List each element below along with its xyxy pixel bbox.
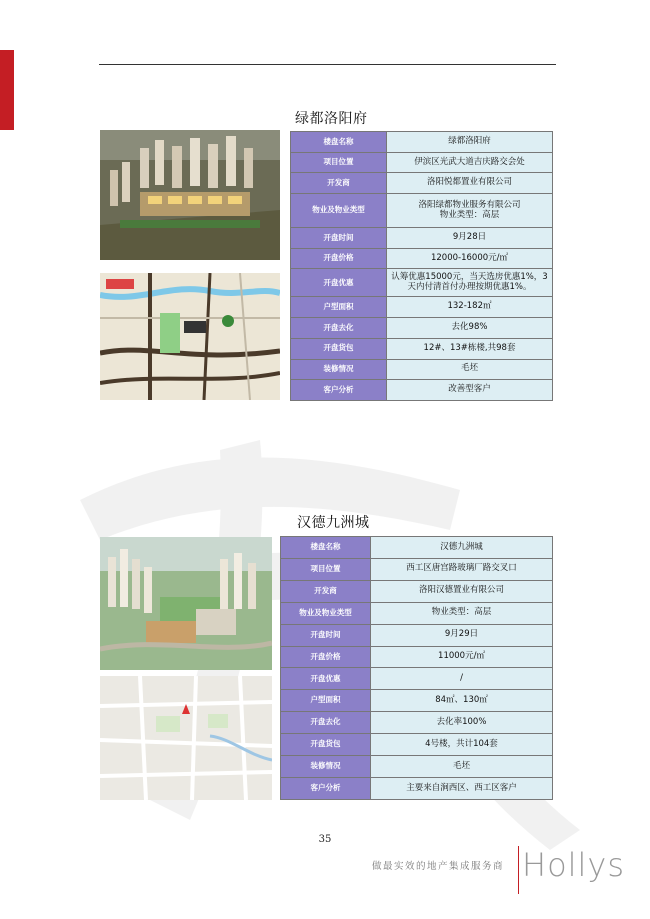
row-label: 开盘优惠 — [291, 269, 387, 297]
table-row — [291, 248, 553, 269]
row-label: 项目位置 — [291, 152, 387, 173]
project-info-table — [280, 536, 553, 800]
row-label: 开盘价格 — [291, 248, 387, 269]
row-value: 主要来自涧西区、西工区客户 — [371, 777, 553, 799]
row-label: 开盘货包 — [281, 734, 371, 756]
row-label: 开盘时间 — [281, 624, 371, 646]
table-row — [291, 132, 553, 153]
row-value: 物业类型：高层 — [371, 602, 553, 624]
table-row — [281, 734, 553, 756]
row-value: 132-182㎡ — [387, 297, 553, 318]
row-value: 12#、13#栋楼,共98套 — [387, 338, 553, 359]
table-row — [291, 297, 553, 318]
project-title: 汉德九洲城 — [297, 515, 370, 531]
table-row — [281, 602, 553, 624]
row-label: 楼盘名称 — [281, 537, 371, 559]
table-row — [291, 338, 553, 359]
row-label: 客户分析 — [281, 777, 371, 799]
row-value: / — [371, 668, 553, 690]
row-label: 装修情况 — [281, 756, 371, 778]
row-value: 绿都洛阳府 — [387, 132, 553, 153]
row-value: 9月28日 — [387, 228, 553, 249]
page-number: 35 — [318, 834, 332, 845]
row-label: 客户分析 — [291, 380, 387, 401]
row-label: 项目位置 — [281, 558, 371, 580]
project-title: 绿都洛阳府 — [295, 111, 368, 127]
header-rule — [99, 64, 556, 65]
brand-divider — [518, 846, 519, 894]
row-label: 开发商 — [291, 173, 387, 194]
row-label: 开发商 — [281, 580, 371, 602]
row-label: 物业及物业类型 — [281, 602, 371, 624]
row-value: 洛阳悦都置业有限公司 — [387, 173, 553, 194]
row-value: 西工区唐宫路玻璃厂路交叉口 — [371, 558, 553, 580]
aerial-rendering-photo — [100, 130, 280, 260]
table-row — [291, 318, 553, 339]
row-value: 去化98% — [387, 318, 553, 339]
table-row — [281, 690, 553, 712]
table-row — [291, 228, 553, 249]
property-company: 洛阳绿都物业服务有限公司 — [418, 199, 521, 210]
location-map — [100, 676, 272, 800]
row-label: 户型面积 — [291, 297, 387, 318]
row-value: 去化率100% — [371, 712, 553, 734]
row-label: 楼盘名称 — [291, 132, 387, 153]
table-row — [291, 359, 553, 380]
table-row — [291, 380, 553, 401]
property-type: 物业类型：高层 — [439, 209, 500, 220]
table-row — [281, 712, 553, 734]
brand-logo-text: Hollys — [522, 846, 626, 884]
footer-slogan: 做最实效的地产集成服务商 — [372, 861, 505, 872]
table-row — [281, 668, 553, 690]
row-label: 开盘价格 — [281, 646, 371, 668]
row-value: 汉德九洲城 — [371, 537, 553, 559]
table-row — [281, 580, 553, 602]
table-row — [281, 756, 553, 778]
table-row — [281, 777, 553, 799]
row-value: 伊滨区光武大道吉庆路交会处 — [387, 152, 553, 173]
row-label: 物业及物业类型 — [291, 194, 387, 228]
project-info-table — [290, 131, 553, 401]
row-value: 认筹优惠15000元，当天选房优惠1%，3天内付清首付办理按期优惠1%。 — [387, 269, 553, 297]
row-value: 11000元/㎡ — [371, 646, 553, 668]
row-value: 毛坯 — [371, 756, 553, 778]
table-row — [291, 194, 553, 228]
table-row — [291, 173, 553, 194]
location-map — [100, 273, 280, 400]
row-label: 开盘优惠 — [281, 668, 371, 690]
table-row — [291, 269, 553, 297]
row-value: 12000-16000元/㎡ — [387, 248, 553, 269]
row-value: 9月29日 — [371, 624, 553, 646]
table-row — [281, 646, 553, 668]
row-value: 洛阳汉德置业有限公司 — [371, 580, 553, 602]
table-row — [291, 152, 553, 173]
row-label: 开盘去化 — [291, 318, 387, 339]
row-value: 毛坯 — [387, 359, 553, 380]
row-value — [387, 194, 553, 228]
row-value: 改善型客户 — [387, 380, 553, 401]
row-label: 开盘时间 — [291, 228, 387, 249]
aerial-rendering-photo — [100, 537, 272, 670]
row-value: 4号楼，共计104套 — [371, 734, 553, 756]
accent-bar — [0, 50, 14, 130]
table-row — [281, 558, 553, 580]
row-label: 户型面积 — [281, 690, 371, 712]
row-label: 开盘货包 — [291, 338, 387, 359]
row-label: 开盘去化 — [281, 712, 371, 734]
row-value: 84㎡、130㎡ — [371, 690, 553, 712]
table-row — [281, 537, 553, 559]
table-row — [281, 624, 553, 646]
row-label: 装修情况 — [291, 359, 387, 380]
